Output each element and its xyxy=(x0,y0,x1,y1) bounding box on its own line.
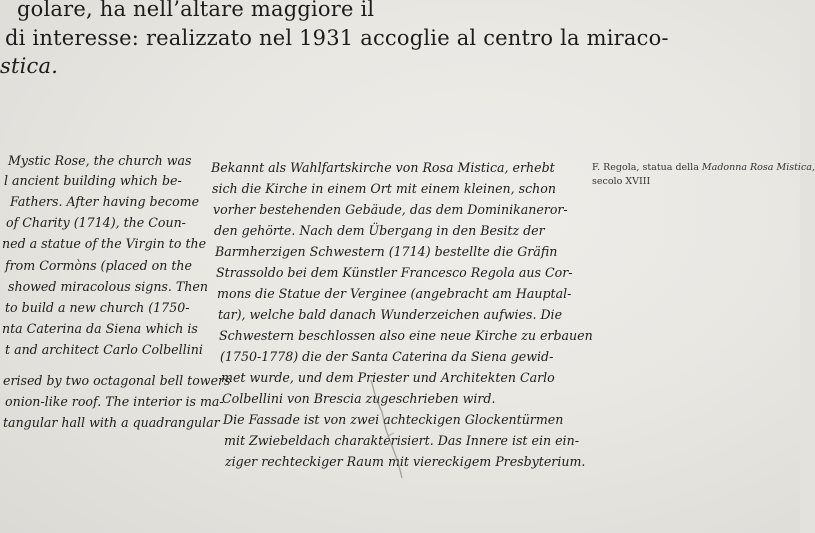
english-line: from Cormòns (placed on the xyxy=(5,258,192,273)
english-line: onion-like roof. The interior is ma- xyxy=(5,394,224,409)
german-line: tar), welche bald danach Wunderzeichen aufwies. Die xyxy=(218,307,563,322)
english-line: nta Caterina da Siena which is xyxy=(2,321,198,336)
caption-century: secolo XVIII xyxy=(592,176,651,187)
german-line: Barmherzigen Schwestern (1714) bestellte die Gräfin xyxy=(215,244,558,259)
english-line: erised by two octagonal bell towers xyxy=(3,373,231,388)
english-line: to build a new church (1750- xyxy=(5,300,190,315)
german-line: Colbellini von Brescia zugeschrieben wird. xyxy=(222,391,496,406)
german-line: Strassoldo bei dem Künstler Francesco Regola aus Cor- xyxy=(216,265,573,280)
italian-line: di interesse: realizzato nel 1931 accoglie al centro la miraco- xyxy=(5,26,669,50)
german-line: (1750-1778) die der Santa Caterina da Siena gewid- xyxy=(220,349,554,364)
caption-prefix: F. Regola, statua della xyxy=(592,162,702,173)
german-line: mons die Statue der Verginee (angebracht am Hauptal- xyxy=(217,286,572,301)
german-line: sich die Kirche in einem Ort mit einem kleinen, schon xyxy=(212,181,556,196)
english-line: Mystic Rose, the church was xyxy=(8,153,192,168)
german-line: vorher bestehenden Gebäude, das dem Dominikaneror- xyxy=(213,202,568,217)
english-line: l ancient building which be- xyxy=(4,173,182,188)
german-line: met wurde, und dem Priester und Architekten Carlo xyxy=(221,370,555,385)
german-line: mit Zwiebeldach charakterisiert. Das Innere ist ein ein- xyxy=(224,433,579,448)
italian-line: golare, ha nell’altare maggiore il xyxy=(17,0,375,21)
english-line: showed miracolous signs. Then xyxy=(8,279,208,294)
german-line: Die Fassade ist von zwei achteckigen Glockentürmen xyxy=(223,412,564,427)
german-line: ziger rechteckiger Raum mit viereckigem Presbyterium. xyxy=(225,454,586,469)
italian-line: stica. xyxy=(0,54,59,78)
german-line: den gehörte. Nach dem Übergang in den Besitz der xyxy=(214,223,545,238)
german-line: Bekannt als Wahlfartskirche von Rosa Mistica, erhebt xyxy=(211,160,555,175)
english-line: Fathers. After having become xyxy=(10,194,200,209)
english-line: ned a statue of the Virgin to the xyxy=(2,236,207,251)
english-line: tangular hall with a quadrangular xyxy=(3,415,220,430)
caption-title: Madonna Rosa Mistica, xyxy=(701,162,815,173)
english-line: of Charity (1714), the Coun- xyxy=(6,215,186,230)
german-line: Schwestern beschlossen also eine neue Kirche zu erbauen xyxy=(219,328,593,343)
english-line: t and architect Carlo Colbellini xyxy=(5,342,203,357)
